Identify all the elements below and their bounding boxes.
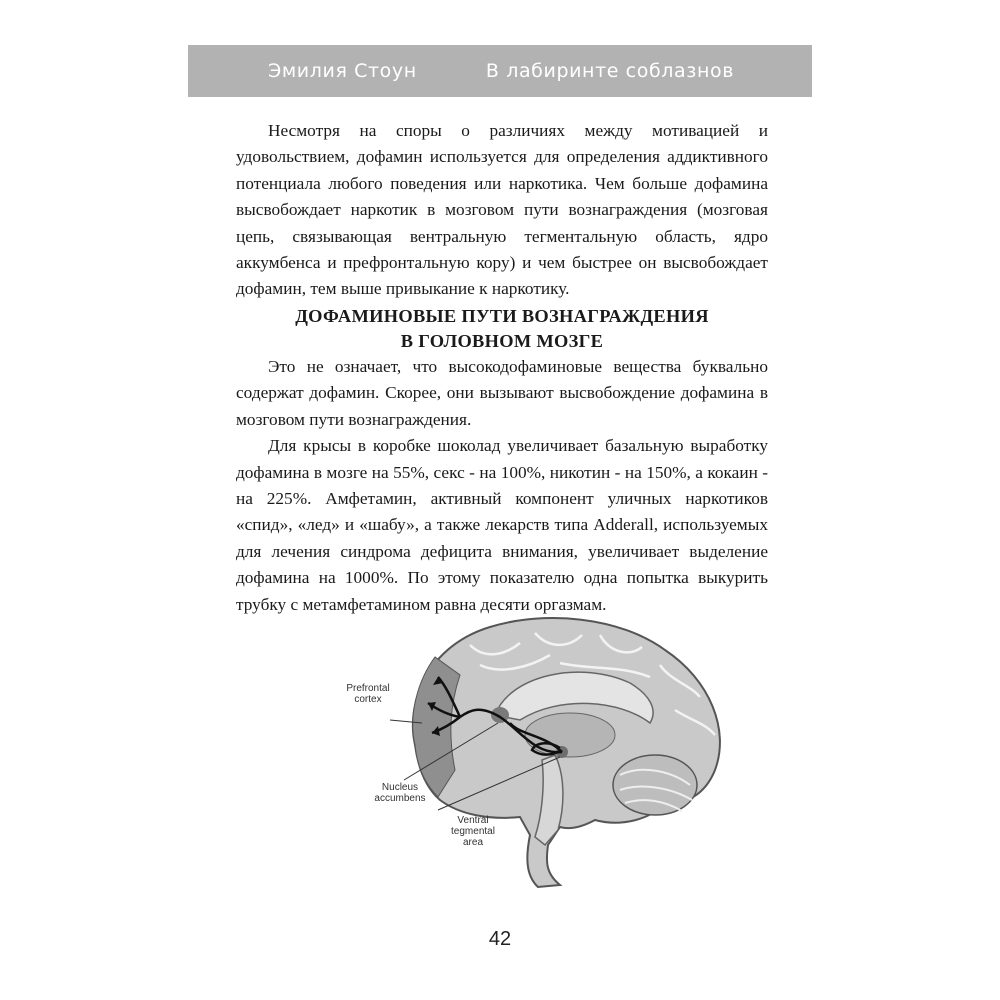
body-text-block xyxy=(236,354,768,618)
header-author: Эмилия Стоун xyxy=(268,60,417,82)
running-header xyxy=(188,45,812,97)
label-ventral-tegmental-area: Ventral tegmental area xyxy=(451,815,495,848)
section-heading xyxy=(236,304,768,354)
thalamus-region xyxy=(525,713,615,757)
page-number: 42 xyxy=(488,928,512,950)
cerebellum xyxy=(613,755,697,815)
brain-illustration xyxy=(320,605,740,890)
section-heading-line-2: В ГОЛОВНОМ МОЗГЕ xyxy=(400,331,604,351)
paragraph-1: Несмотря на споры о различиях между мотивацией и удовольствием, дофамин используется для определения аддиктивного потенциала любого поведения или наркотика. Чем больше дофамина высвобождает наркотик в мозговом пути вознаграждения (мозговая цепь, связывающая вентральную тегментальную область, ядро аккумбенса и префронтальную кору) и чем быстрее он высвобождает дофамин, тем выше привыкание к наркотику. xyxy=(236,121,768,299)
paragraph-2: Это не означает, что высокодофаминовые вещества буквально содержат дофамин. Скорее, они вызывают высвобождение дофамина в мозговом пути вознаграждения. xyxy=(236,357,768,429)
header-book-title: В лабиринте соблазнов xyxy=(485,60,734,82)
paragraph-3: Для крысы в коробке шоколад увеличивает базальную выработку дофамина в мозге на 55%, секс - на 100%, никотин - на 150%, а кокаин - на 225%. Амфетамин, активный компонент уличных наркотиков «спид», «лед» и «шабу», а также лекарств типа Adderall, используемых для лечения синдрома дефицита внимания, увеличивает выделение дофамина на 1000%. По этому показателю одна попытка выкурить трубку с метамфетамином равна десяти оргазмам. xyxy=(236,436,768,614)
label-prefrontal-cortex: Prefrontal cortex xyxy=(346,683,390,705)
brain-reward-pathway-figure xyxy=(320,605,740,890)
paragraph-1-block xyxy=(236,118,768,303)
label-nucleus-accumbens: Nucleus accumbens xyxy=(374,782,426,804)
section-heading-line-1: ДОФАМИНОВЫЕ ПУТИ ВОЗНАГРАЖДЕНИЯ xyxy=(295,306,709,326)
